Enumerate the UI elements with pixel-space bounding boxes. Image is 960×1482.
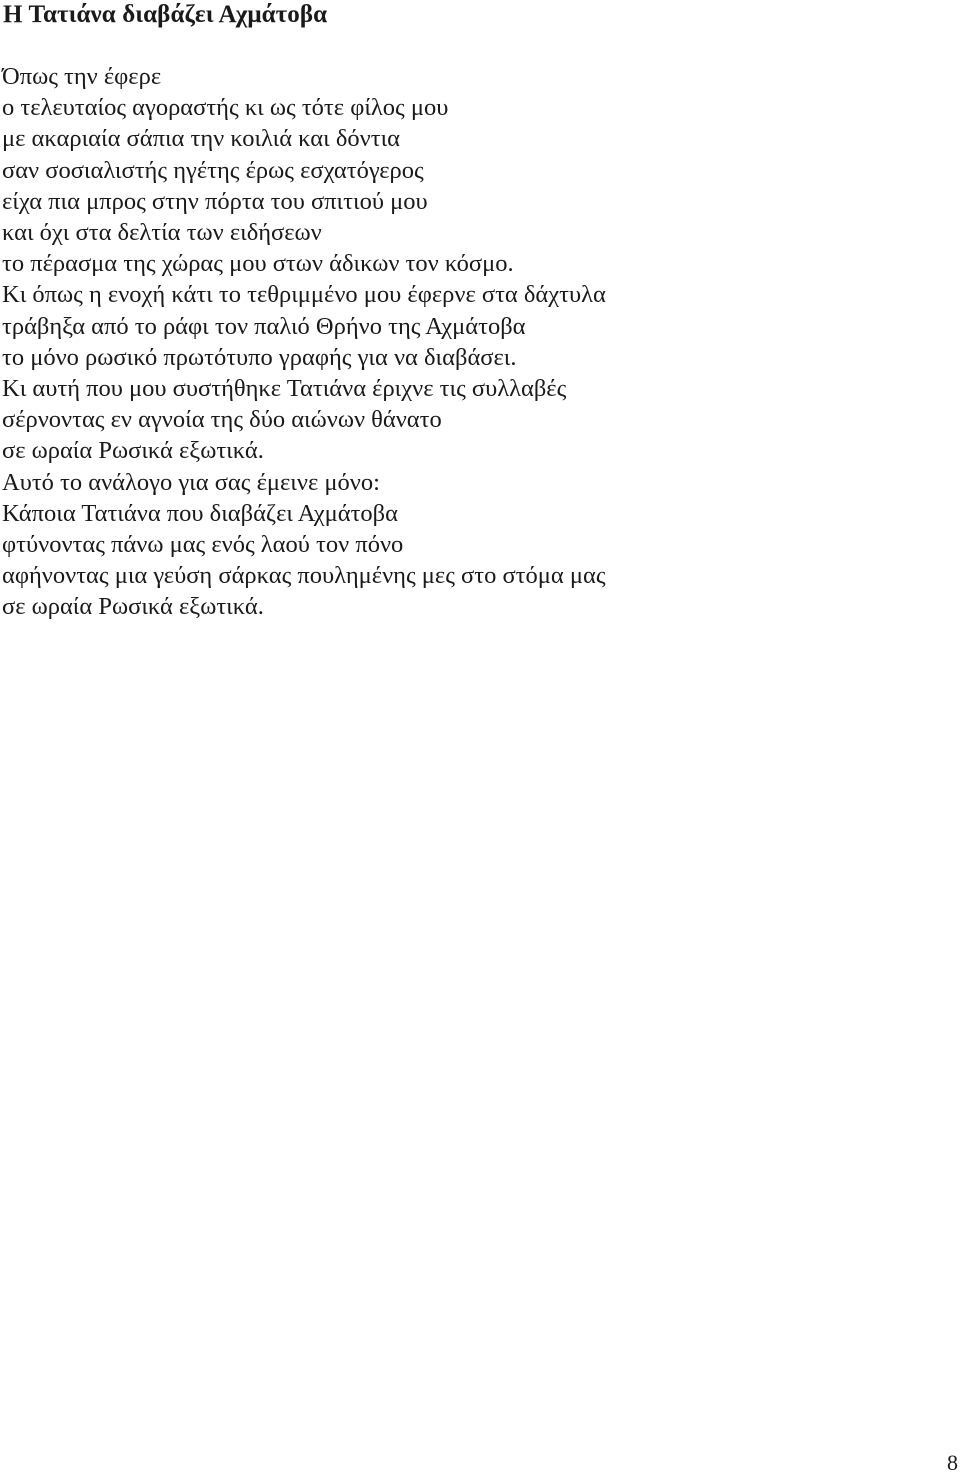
poem-line: ο τελευταίος αγοραστής κι ως τότε φίλος μου [2, 94, 449, 122]
poem-line: σέρνοντας εν αγνοία της δύο αιώνων θάνατο [2, 406, 442, 434]
poem-body [2, 61, 606, 623]
poem-title: Η Τατιάνα διαβάζει Αχμάτοβα [3, 1, 328, 28]
poem-line: σαν σοσιαλιστής ηγέτης έρως εσχατόγερος [2, 156, 424, 184]
page-number: 8 [947, 1450, 958, 1475]
poem-line: αφήνοντας μια γεύση σάρκας πουλημένης μες στο στόμα μας [2, 562, 606, 590]
poem-line: σε ωραία Ρωσικά εξωτικά. [2, 437, 264, 465]
poem-line: είχα πια μπρος στην πόρτα του σπιτιού μου [2, 187, 428, 215]
poem-line: τράβηξα από το ράφι τον παλιό Θρήνο της Αχμάτοβα [2, 312, 526, 340]
poem-line: Αυτό το ανάλογο για σας έμεινε μόνο: [2, 468, 380, 496]
poem-line: φτύνοντας πάνω μας ενός λαού τον πόνο [2, 531, 404, 559]
poem-line: Κι όπως η ενοχή κάτι το τεθριμμένο μου έφερνε στα δάχτυλα [2, 281, 606, 309]
poem-line: το πέρασμα της χώρας μου στων άδικων τον κόσμο. [2, 250, 514, 278]
poem-line: Όπως την έφερε [2, 63, 162, 90]
poem-line: και όχι στα δελτία των ειδήσεων [2, 219, 322, 247]
poem-line: το μόνο ρωσικό πρωτότυπο γραφής για να διαβάσει. [2, 343, 517, 371]
poem-line: Κάποια Τατιάνα που διαβάζει Αχμάτοβα [2, 499, 398, 527]
poem-line: με ακαριαία σάπια την κοιλιά και δόντια [2, 125, 400, 153]
poem-line: Κι αυτή που μου συστήθηκε Τατιάνα έριχνε τις συλλαβές [2, 375, 567, 403]
poem-line: σε ωραία Ρωσικά εξωτικά. [2, 593, 264, 621]
